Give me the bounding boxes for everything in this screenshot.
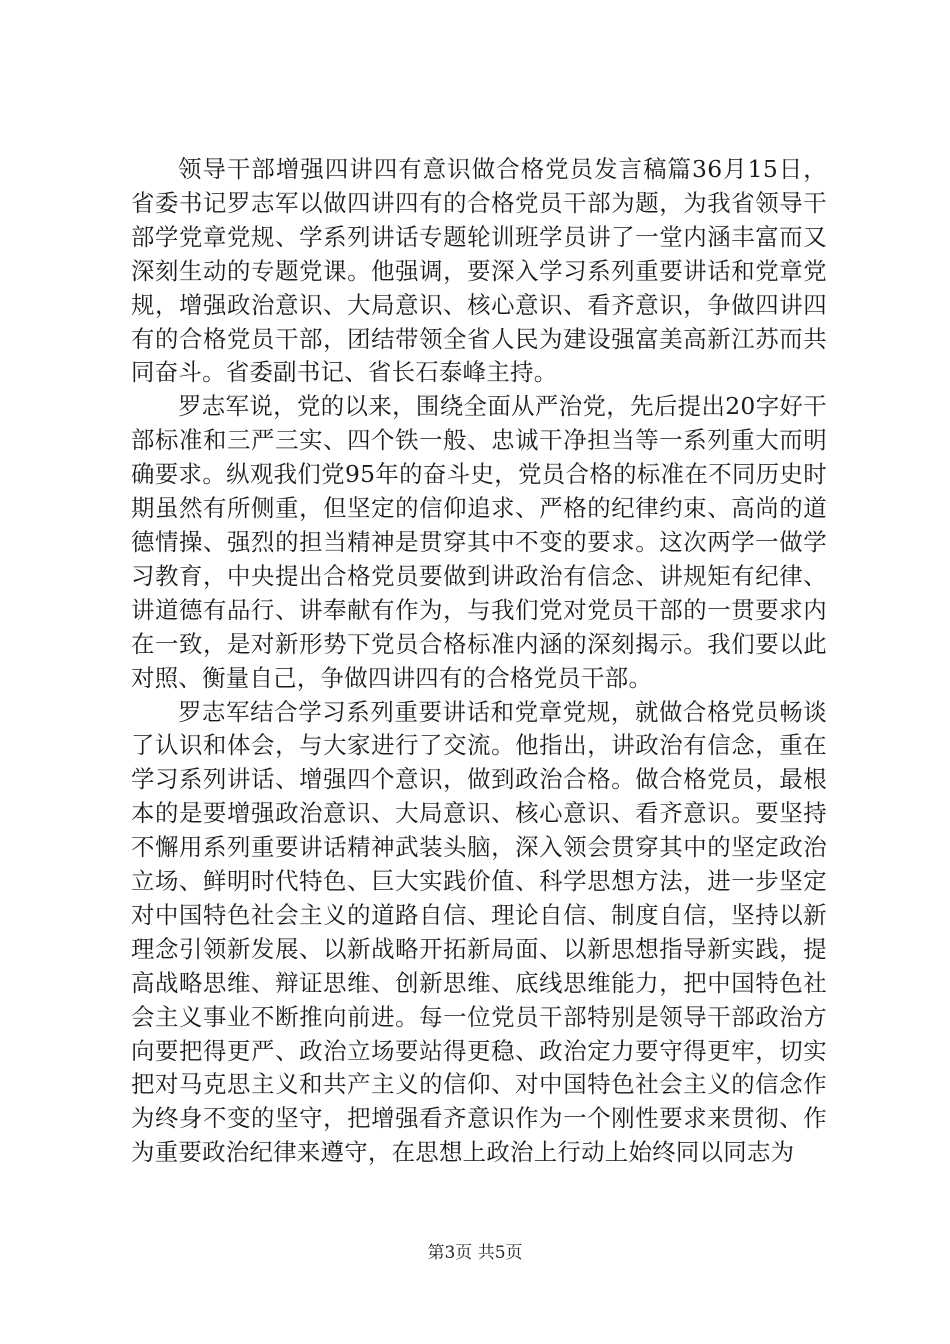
paragraph-3: 罗志军结合学习系列重要讲话和党章党规，就做合格党员畅谈了认识和体会，与大家进行了交流。他指出，讲政治有信念，重在学习系列讲话、增强四个意识，做到政治合格。做合格党员，最根本的是要增强政治意识、大局意识、核心意识、看齐意识。要坚持不懈用系列重要讲话精神武装头脑，深入领会贯穿其中的坚定政治立场、鲜明时代特色、巨大实践价值、科学思想方法，进一步坚定对中国特色社会主义的道路自信、理论自信、制度自信，坚持以新理念引领新发展、以新战略开拓新局面、以新思想指导新实践，提高战略思维、辩证思维、创新思维、底线思维能力，把中国特色社会主义事业不断推向前进。每一位党员干部特别是领导干部政治方向要把得更严、政治立场要站得更稳、政治定力要守得更牢，切实把对马克思主义和共产主义的信仰、对中国特色社会主义的信念作为终身不变的坚守，把增强看齐意识作为一个刚性要求来贯彻、作为重要政治纪律来遵守，在思想上政治上行动上始终同以同志为 (131, 697, 827, 1167)
document-body (131, 153, 827, 1170)
page-number-footer: 第3页 共5页 (427, 1243, 523, 1263)
paragraph-1: 领导干部增强四讲四有意识做合格党员发言稿篇36月15日，省委书记罗志军以做四讲四有的合格党员干部为题，为我省领导干部学党章党规、学系列讲话专题轮训班学员讲了一堂内涵丰富而又深刻生动的专题党课。他强调，要深入学习系列重要讲话和党章党规，增强政治意识、大局意识、核心意识、看齐意识，争做四讲四有的合格党员干部，团结带领全省人民为建设强富美高新江苏而共同奋斗。省委副书记、省长石泰峰主持。 (131, 155, 827, 387)
paragraph-2: 罗志军说，党的以来，围绕全面从严治党，先后提出20字好干部标准和三严三实、四个铁一般、忠诚干净担当等一系列重大而明确要求。纵观我们党95年的奋斗史，党员合格的标准在不同历史时期虽然有所侧重，但坚定的信仰追求、严格的纪律约束、高尚的道德情操、强烈的担当精神是贯穿其中不变的要求。这次两学一做学习教育，中央提出合格党员要做到讲政治有信念、讲规矩有纪律、讲道德有品行、讲奉献有作为，与我们党对党员干部的一贯要求内在一致，是对新形势下党员合格标准内涵的深刻揭示。我们要以此对照、衡量自己，争做四讲四有的合格党员干部。 (131, 392, 827, 692)
